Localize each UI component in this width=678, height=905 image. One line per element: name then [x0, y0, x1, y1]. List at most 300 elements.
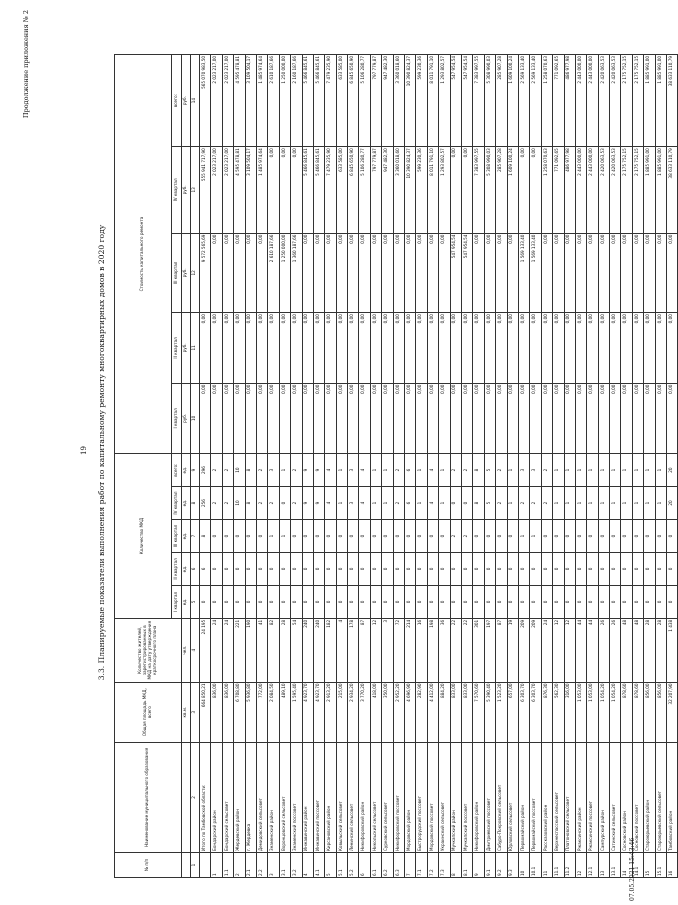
cell-cost-total: 565 070 983,50 — [200, 55, 211, 147]
cell-cost-q4: 1 609 100,24 — [507, 147, 518, 233]
cell-name: Сосновский поссовет — [632, 742, 643, 852]
cell-cost-q4: 2 175 752,15 — [632, 147, 643, 233]
cell-count-q3: 0 — [587, 520, 598, 553]
cell-cost-total: 5 466 845,61 — [313, 55, 324, 147]
cell-cost-total: 2 023 217,00 — [222, 55, 233, 147]
table-row — [405, 55, 416, 878]
cell-num — [200, 853, 211, 878]
cell-count-q2: 0 — [484, 552, 495, 585]
table-row — [598, 55, 609, 878]
cell-count-q2: 0 — [245, 552, 256, 585]
cell-count-total: 2 — [541, 454, 552, 487]
cell-cost-q2: 0,00 — [507, 313, 518, 383]
cell-count-total: 1 — [416, 454, 427, 487]
col-index: 3 — [191, 682, 200, 742]
cell-num: 12 — [575, 853, 586, 878]
cell-cost-q3: 0,00 — [370, 233, 381, 313]
cell-area: 878,60 — [621, 682, 632, 742]
cell-count-q4: 6 — [405, 487, 416, 520]
cell-count-q2: 0 — [496, 552, 507, 585]
cell-cost-q4: 6 845 650,90 — [348, 147, 359, 233]
cell-count-q4: 2 — [496, 487, 507, 520]
cell-num: 6.3 — [393, 853, 404, 878]
cell-cost-total: 1 258 070,63 — [541, 55, 552, 147]
cell-count-q3: 0 — [382, 520, 393, 553]
cell-num: 8 — [450, 853, 461, 878]
cell-count-q1: 0 — [667, 585, 678, 618]
cell-count-q1: 0 — [473, 585, 484, 618]
cell-count-q3: 0 — [325, 520, 336, 553]
cell-count-q4: 3 — [348, 487, 359, 520]
table-row — [222, 55, 233, 878]
cell-num: 11 — [541, 853, 552, 878]
cell-area: 6 708,80 — [234, 682, 245, 742]
cell-cost-q3: 0,00 — [245, 233, 256, 313]
cell-cost-q4: 5 106 280,77 — [359, 147, 370, 233]
cell-num: 6.2 — [382, 853, 393, 878]
cell-cost-q4: 599 230,36 — [416, 147, 427, 233]
cell-cost-q1: 0,00 — [575, 383, 586, 453]
cell-count-q2: 0 — [518, 552, 529, 585]
cell-cost-q1: 0,00 — [610, 383, 621, 453]
cell-count-total: 8 — [245, 454, 256, 487]
cell-cost-q3: 0,00 — [302, 233, 313, 313]
cell-cost-q1: 0,00 — [234, 383, 245, 453]
cell-cost-q4: 797 779,87 — [370, 147, 381, 233]
cell-residents: 209 — [530, 618, 541, 682]
cell-count-total: 1 — [382, 454, 393, 487]
cell-name: Бондарский сельсовет — [222, 742, 233, 852]
cell-name: Быстрорудский поссовет — [416, 742, 427, 852]
cell-area: 4 696,90 — [405, 682, 416, 742]
cell-cost-q4: 2 023 217,00 — [211, 147, 222, 233]
cell-cost-q4: 947 482,30 — [382, 147, 393, 233]
cell-cost-q4: 8 011 791,10 — [427, 147, 438, 233]
cell-cost-q2: 0,00 — [382, 313, 393, 383]
cell-count-q1: 0 — [416, 585, 427, 618]
cell-count-q1: 0 — [541, 585, 552, 618]
cell-cost-total: 5 308 990,03 — [484, 55, 495, 147]
cell-residents: 214 — [405, 618, 416, 682]
cell-count-q2: 0 — [234, 552, 245, 585]
cell-cost-q2: 0,00 — [302, 313, 313, 383]
cell-count-q4: 10 — [234, 487, 245, 520]
cell-cost-total: 8 011 791,10 — [427, 55, 438, 147]
cell-residents: 12 — [564, 618, 575, 682]
cell-cost-total: 1 609 100,24 — [507, 55, 518, 147]
cell-count-q3: 1 — [279, 520, 290, 553]
cell-cost-q2: 0,00 — [279, 313, 290, 383]
cell-count-q1: 0 — [348, 585, 359, 618]
cell-residents: 24 — [222, 618, 233, 682]
cell-num: 5.1 — [336, 853, 347, 878]
cell-area: 2 934,20 — [348, 682, 359, 742]
cell-num: 9.3 — [507, 853, 518, 878]
cell-residents: 82 — [268, 618, 279, 682]
document-title: 3.3. Планируемые показатели выполнения работ по капитальному ремонту многоквартирных домов в 2020 году — [97, 224, 106, 681]
cell-name: Ковыльский сельсовет — [336, 742, 347, 852]
cell-count-q3: 0 — [336, 520, 347, 553]
cell-count-q2: 0 — [553, 552, 564, 585]
cell-area: 4 412,00 — [427, 682, 438, 742]
cell-area: 1 523,20 — [496, 682, 507, 742]
cell-count-q2: 0 — [461, 552, 472, 585]
cell-count-q3: 0 — [234, 520, 245, 553]
cell-name: Староюрьевский район — [644, 742, 655, 852]
cell-count-total: 2 — [450, 454, 461, 487]
table-row — [370, 55, 381, 878]
cell-area: 418,00 — [370, 682, 381, 742]
cell-count-q1: 0 — [587, 585, 598, 618]
cell-cost-q2: 0,00 — [234, 313, 245, 383]
col-area-header: Общая площадь МКД, всего — [115, 682, 182, 742]
cell-count-total: 4 — [325, 454, 336, 487]
cell-num: 11.2 — [564, 853, 575, 878]
cell-name: Жердевский район — [234, 742, 245, 852]
cell-area: 5 390,40 — [484, 682, 495, 742]
cell-cost-q1: 0,00 — [496, 383, 507, 453]
cell-num: 4.1 — [313, 853, 324, 878]
cell-count-q1: 0 — [461, 585, 472, 618]
table-row — [632, 55, 643, 878]
cell-residents: 221 — [234, 618, 245, 682]
cell-residents: 28 — [655, 618, 666, 682]
cell-area: 884,20 — [439, 682, 450, 742]
cell-residents: 36 — [439, 618, 450, 682]
cell-count-q2: 0 — [655, 552, 666, 585]
cell-cost-q2: 0,00 — [211, 313, 222, 383]
cell-residents: 48 — [632, 618, 643, 682]
cell-count-q3: 0 — [667, 520, 678, 553]
cell-cost-q4: 38 633 110,79 — [667, 147, 678, 233]
cell-count-q2: 0 — [370, 552, 381, 585]
count-q4-header: IV квартал — [172, 487, 182, 520]
cell-count-q4: 5 — [484, 487, 495, 520]
cell-num: 14.1 — [632, 853, 643, 878]
cell-count-q4: 2 — [518, 487, 529, 520]
table-row — [518, 55, 529, 878]
cell-count-q4: 1 — [507, 487, 518, 520]
cell-cost-q3: 0,00 — [484, 233, 495, 313]
cell-count-total: 296 — [200, 454, 211, 487]
cell-cost-q3: 0,00 — [325, 233, 336, 313]
count-q1-header: I квартал — [172, 585, 182, 618]
cell-residents: 22 — [450, 618, 461, 682]
cell-cost-q4: 285 907,28 — [496, 147, 507, 233]
cell-area: 856,00 — [655, 682, 666, 742]
cell-count-q4: 9 — [313, 487, 324, 520]
cell-count-q3: 1 — [530, 520, 541, 553]
cell-count-q3: 1 — [518, 520, 529, 553]
cell-count-q1: 0 — [553, 585, 564, 618]
table-row — [644, 55, 655, 878]
cell-cost-q1: 0,00 — [667, 383, 678, 453]
col-index: 4 — [191, 618, 200, 682]
cell-residents: 3 — [382, 618, 393, 682]
cell-cost-total: 2 443 000,00 — [587, 55, 598, 147]
cell-cost-total: 1 885 991,00 — [644, 55, 655, 147]
cell-count-q3: 0 — [427, 520, 438, 553]
cell-count-q2: 0 — [325, 552, 336, 585]
col-index: 8 — [191, 487, 200, 520]
cell-cost-q1: 0,00 — [530, 383, 541, 453]
cell-num: 2.1 — [245, 853, 256, 878]
cell-cost-q1: 0,00 — [644, 383, 655, 453]
table-row — [211, 55, 222, 878]
cell-cost-q3: 0,00 — [359, 233, 370, 313]
cell-area: 215,00 — [336, 682, 347, 742]
cell-name: Первомайский поссовет — [530, 742, 541, 852]
cell-count-q2: 0 — [348, 552, 359, 585]
cell-num: 1 — [211, 853, 222, 878]
table-row — [484, 55, 495, 878]
cell-cost-q1: 0,00 — [518, 383, 529, 453]
cell-cost-q4: 633 585,00 — [336, 147, 347, 233]
cell-cost-q4: 5 466 845,61 — [313, 147, 324, 233]
table-row — [473, 55, 484, 878]
cell-residents: 87 — [359, 618, 370, 682]
cell-cost-q3: 0,00 — [256, 233, 267, 313]
cell-cost-q3: 0,00 — [427, 233, 438, 313]
cell-count-q4: 1 — [587, 487, 598, 520]
cell-count-q3: 0 — [393, 520, 404, 553]
cell-cost-q2: 0,00 — [416, 313, 427, 383]
cell-cost-q3: 0,00 — [667, 233, 678, 313]
cell-count-total: 1 — [439, 454, 450, 487]
cell-cost-q2: 0,00 — [336, 313, 347, 383]
cell-count-total: 2 — [393, 454, 404, 487]
cell-count-q2: 0 — [302, 552, 313, 585]
cell-cost-q3: 0,00 — [621, 233, 632, 313]
cell-count-total: 3 — [530, 454, 541, 487]
cell-cost-q2: 0,00 — [541, 313, 552, 383]
cell-cost-total: 1 885 991,00 — [655, 55, 666, 147]
cell-count-q1: 0 — [598, 585, 609, 618]
cell-count-total: 1 — [632, 454, 643, 487]
cell-count-q4: 1 — [610, 487, 621, 520]
cell-cost-q1: 0,00 — [211, 383, 222, 453]
cell-count-total: 1 — [279, 454, 290, 487]
cell-count-q3: 0 — [405, 520, 416, 553]
cell-residents: 28 — [644, 618, 655, 682]
page-number: 19 — [80, 446, 88, 455]
cost-total-header: всего: — [172, 55, 182, 147]
cell-count-total: 10 — [234, 454, 245, 487]
cell-cost-q3: 0,00 — [416, 233, 427, 313]
cell-cost-q2: 0,00 — [313, 313, 324, 383]
cell-count-q2: 0 — [211, 552, 222, 585]
cell-cost-total: 2 420 063,53 — [598, 55, 609, 147]
unit-rub: руб. — [182, 147, 191, 233]
cell-cost-q4: 2 443 000,00 — [587, 147, 598, 233]
cell-residents: 301 — [473, 618, 484, 682]
cell-residents: 182 — [325, 618, 336, 682]
cell-num: 7.3 — [439, 853, 450, 878]
cell-count-q2: 0 — [564, 552, 575, 585]
cell-cost-q4: 2 420 063,53 — [610, 147, 621, 233]
cell-count-total: 1 — [598, 454, 609, 487]
cell-cost-q1: 0,00 — [632, 383, 643, 453]
cell-name: Никифоровский поссовет — [393, 742, 404, 852]
cell-count-q4: 1 — [598, 487, 609, 520]
cell-area: 1 054,20 — [610, 682, 621, 742]
cell-cost-q2: 0,00 — [291, 313, 302, 383]
cell-count-q2: 0 — [416, 552, 427, 585]
table-row — [541, 55, 552, 878]
cell-count-q3: 0 — [496, 520, 507, 553]
col-index: 5 — [191, 585, 200, 618]
cell-name: Знаменский поссовет — [291, 742, 302, 852]
cell-cost-q1: 0,00 — [564, 383, 575, 453]
cell-count-q4: 2 — [393, 487, 404, 520]
cell-count-q3: 0 — [655, 520, 666, 553]
cell-area: 856,00 — [644, 682, 655, 742]
cell-name: Староюрьевский сельсовет — [655, 742, 666, 852]
cell-num: 3 — [268, 853, 279, 878]
cell-cost-total: 2 175 752,15 — [621, 55, 632, 147]
table-row — [461, 55, 472, 878]
cell-cost-q3: 547 954,54 — [461, 233, 472, 313]
cell-name: Ленинский сельсовет — [348, 742, 359, 852]
cell-cost-q1: 0,00 — [484, 383, 495, 453]
cell-cost-total: 2 420 063,53 — [610, 55, 621, 147]
cell-residents: 24 195 — [200, 618, 211, 682]
cell-count-q2: 0 — [450, 552, 461, 585]
cell-count-total: 20 — [667, 454, 678, 487]
cell-cost-q3: 0,00 — [610, 233, 621, 313]
cell-cost-q2: 0,00 — [610, 313, 621, 383]
cell-cost-q3: 1 250 000,00 — [279, 233, 290, 313]
unit-rub: руб. — [182, 233, 191, 313]
cell-cost-q2: 0,00 — [496, 313, 507, 383]
cell-area: 2 913,20 — [325, 682, 336, 742]
cell-cost-q1: 0,00 — [621, 383, 632, 453]
cell-residents: 12 — [553, 618, 564, 682]
table-row — [450, 55, 461, 878]
cell-count-q1: 0 — [256, 585, 267, 618]
cell-count-q1: 0 — [393, 585, 404, 618]
cell-cost-total: 7 383 997,55 — [473, 55, 484, 147]
col-name-header: Наименование муниципального образования — [115, 742, 182, 852]
cell-cost-q4: 3 109 504,17 — [245, 147, 256, 233]
col-num-header: № п/п — [115, 853, 182, 878]
table-row — [427, 55, 438, 878]
cell-name: Кирсановский район — [325, 742, 336, 852]
cell-residents: 26 — [610, 618, 621, 682]
cell-count-total: 5 — [484, 454, 495, 487]
cell-cost-q1: 0,00 — [473, 383, 484, 453]
cell-count-q2: 0 — [279, 552, 290, 585]
cell-name: Сурковский сельсовет — [382, 742, 393, 852]
cell-count-q3: 0 — [564, 520, 575, 553]
cell-num: 6.1 — [370, 853, 381, 878]
cell-name: Мучкапский поссовет — [461, 742, 472, 852]
cell-cost-total: 6 845 650,90 — [348, 55, 359, 147]
cell-count-q2: 0 — [575, 552, 586, 585]
cell-num: 14 — [621, 853, 632, 878]
cell-cost-q2: 0,00 — [405, 313, 416, 383]
cell-cost-total: 2 610 187,66 — [268, 55, 279, 147]
cell-cost-q3: 0,00 — [405, 233, 416, 313]
cell-name: Верхнеспасский сельсовет — [553, 742, 564, 852]
cell-residents: 19 — [507, 618, 518, 682]
cell-count-q2: 0 — [405, 552, 416, 585]
cell-area: 836,00 — [222, 682, 233, 742]
cell-count-total: 1 — [621, 454, 632, 487]
cell-count-q1: 0 — [325, 585, 336, 618]
cell-count-q2: 0 — [336, 552, 347, 585]
cell-count-q1: 0 — [200, 585, 211, 618]
cell-name: Итого по Тамбовской области: — [200, 742, 211, 852]
cell-cost-q2: 0,00 — [518, 313, 529, 383]
cell-cost-q3: 0,00 — [222, 233, 233, 313]
cell-count-q3: 0 — [439, 520, 450, 553]
cell-count-q3: 0 — [644, 520, 655, 553]
cell-count-q4: 4 — [359, 487, 370, 520]
cell-cost-total: 486 977,98 — [564, 55, 575, 147]
table-row — [256, 55, 267, 878]
cell-count-total: 1 — [370, 454, 381, 487]
cell-count-q2: 0 — [473, 552, 484, 585]
cell-count-total: 2 — [291, 454, 302, 487]
cell-count-q1: 0 — [621, 585, 632, 618]
cell-count-q1: 0 — [575, 585, 586, 618]
cell-count-q3: 0 — [610, 520, 621, 553]
cell-cost-q1: 0,00 — [291, 383, 302, 453]
table-row — [575, 55, 586, 878]
cell-area: 772,00 — [256, 682, 267, 742]
cell-count-q4: 2 — [291, 487, 302, 520]
cell-count-total: 2 — [496, 454, 507, 487]
cell-num: 13 — [598, 853, 609, 878]
cell-num: 1.1 — [222, 853, 233, 878]
cell-count-q2: 0 — [507, 552, 518, 585]
cell-cost-q2: 0,00 — [222, 313, 233, 383]
cell-count-q2: 0 — [621, 552, 632, 585]
cell-count-q2: 0 — [427, 552, 438, 585]
cell-cost-q4: 555 941 717,90 — [200, 147, 211, 233]
cell-count-q2: 0 — [313, 552, 324, 585]
cell-count-q2: 0 — [541, 552, 552, 585]
cell-cost-q2: 0,00 — [655, 313, 666, 383]
cell-count-q3: 0 — [313, 520, 324, 553]
cell-count-q4: 1 — [553, 487, 564, 520]
table-row — [313, 55, 324, 878]
cell-area: 1 053,00 — [575, 682, 586, 742]
cell-num: 8.1 — [461, 853, 472, 878]
table-row — [359, 55, 370, 878]
cell-cost-q4: 4 595 478,81 — [234, 147, 245, 233]
cell-cost-q3: 0,00 — [632, 233, 643, 313]
cell-cost-q3: 2 610 187,66 — [268, 233, 279, 313]
cell-count-total: 2 — [222, 454, 233, 487]
cell-count-q1: 0 — [234, 585, 245, 618]
cell-cost-q3: 0,00 — [211, 233, 222, 313]
unit-pcs: ед. — [182, 552, 191, 585]
cell-count-total: 2 — [256, 454, 267, 487]
cell-name: Тамбовский район — [667, 742, 678, 852]
cell-count-q1: 0 — [279, 585, 290, 618]
cell-cost-total: 3 360 018,60 — [393, 55, 404, 147]
cell-count-q2: 0 — [587, 552, 598, 585]
cell-name: Мучкапский район — [450, 742, 461, 852]
cell-area: 489,10 — [279, 682, 290, 742]
cell-area: 2 952,20 — [393, 682, 404, 742]
cell-count-q3: 0 — [211, 520, 222, 553]
cell-cost-total: 2 160 187,66 — [291, 55, 302, 147]
cell-count-q1: 0 — [222, 585, 233, 618]
cell-cost-q2: 0,00 — [256, 313, 267, 383]
